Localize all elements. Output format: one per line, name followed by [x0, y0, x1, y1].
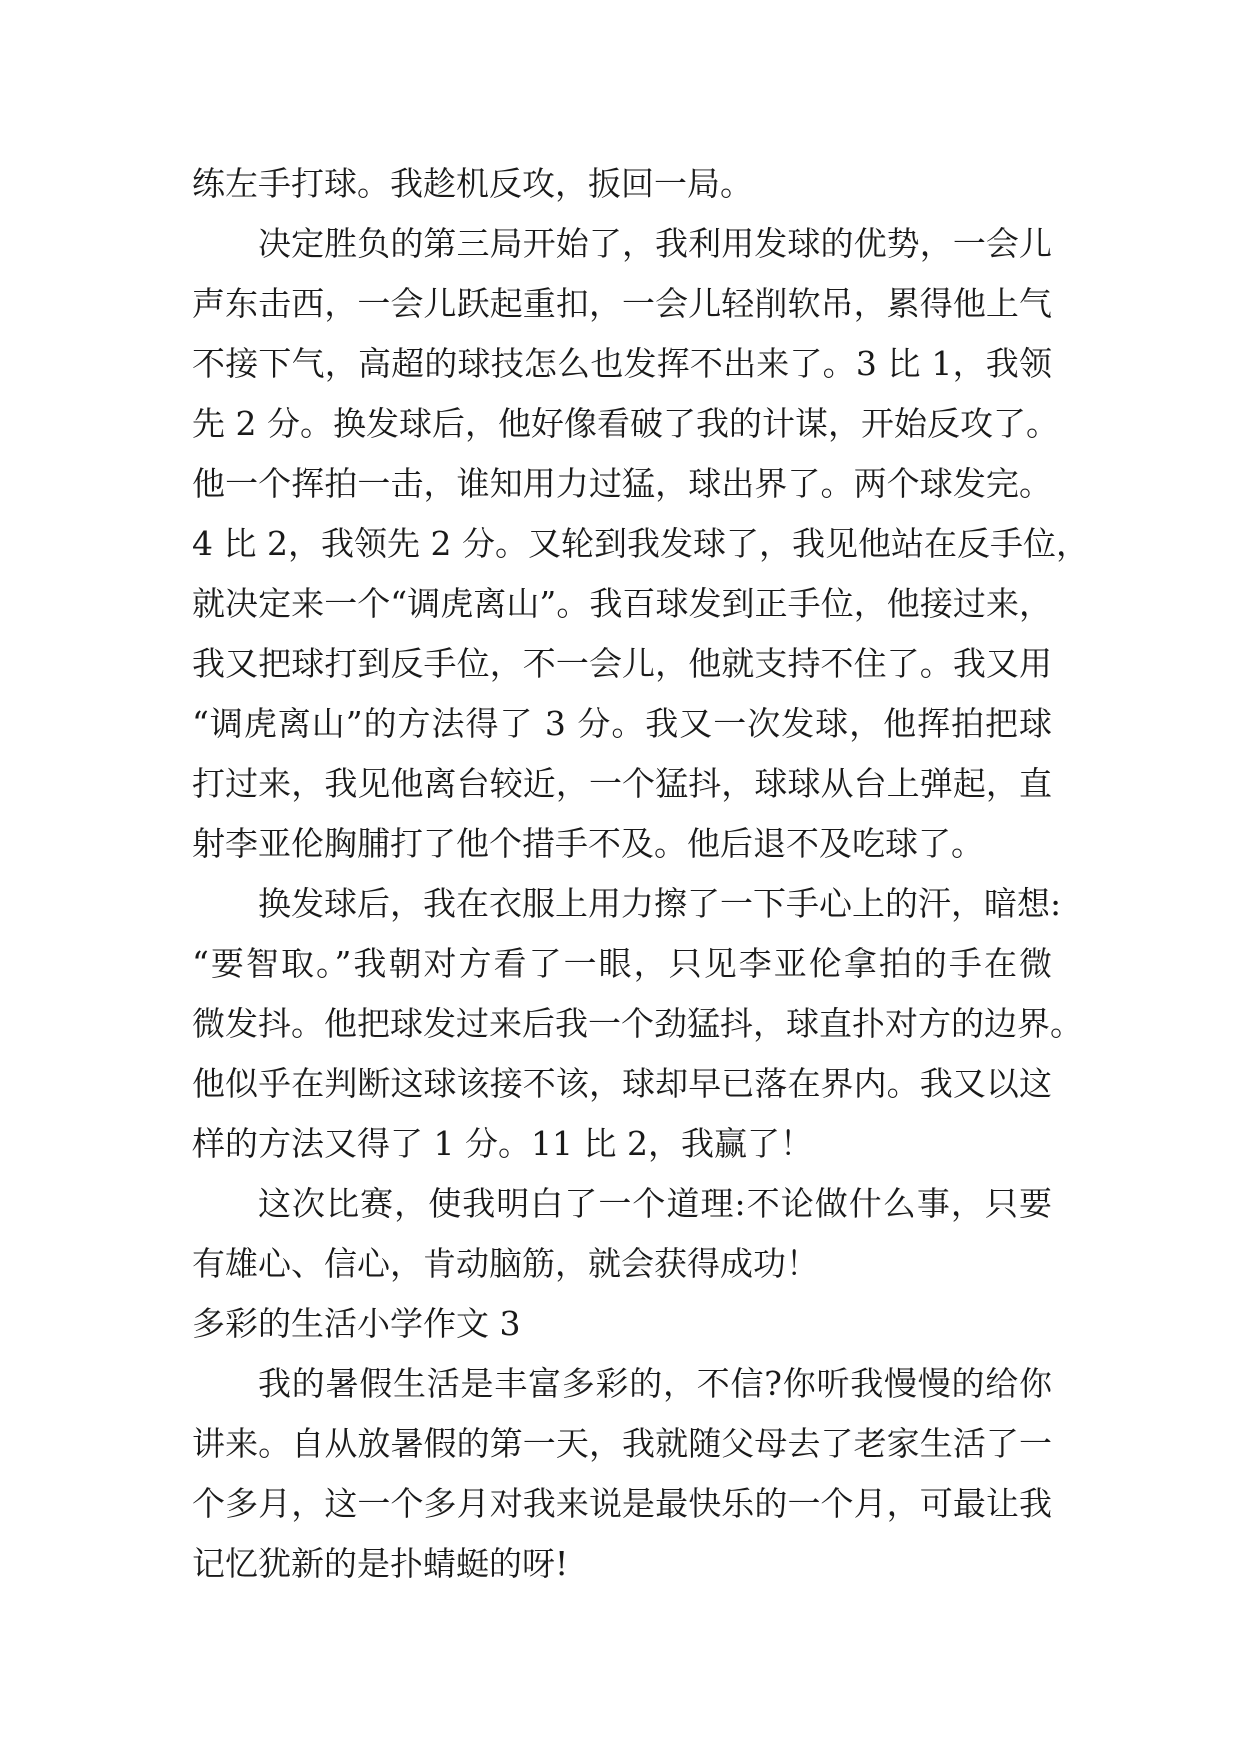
- text-line: 他一个挥拍一击，谁知用力过猛，球出界了。两个球发完。: [192, 464, 1052, 503]
- text-line: 声东击西，一会儿跃起重扣，一会儿轻削软吊，累得他上气: [192, 284, 1052, 323]
- text-line: 他似乎在判断这球该接不该，球却早已落在界内。我又以这: [192, 1064, 1052, 1103]
- text-line: 就决定来一个“调虎离山”。我百球发到正手位，他接过来，: [192, 584, 1052, 623]
- text-line: “要智取。”我朝对方看了一眼，只见李亚伦拿拍的手在微: [192, 944, 1052, 983]
- text-line: “调虎离山”的方法得了 3 分。我又一次发球，他挥拍把球: [192, 704, 1052, 743]
- text-line: 样的方法又得了 1 分。11 比 2，我赢了！: [192, 1124, 813, 1163]
- text-line: 讲来。自从放暑假的第一天，我就随父母去了老家生活了一: [192, 1424, 1052, 1463]
- paragraph-first-line: 决定胜负的第三局开始了，我利用发球的优势，一会儿: [258, 224, 1052, 263]
- section-heading: 多彩的生活小学作文 3: [192, 1304, 521, 1343]
- text-line: 个多月，这一个多月对我来说是最快乐的一个月，可最让我: [192, 1484, 1052, 1523]
- paragraph-first-line: 我的暑假生活是丰富多彩的，不信?你听我慢慢的给你: [258, 1364, 1052, 1403]
- text-line: 微发抖。他把球发过来后我一个劲猛抖，球直扑对方的边界。: [192, 1004, 1083, 1043]
- text-line: 不接下气，高超的球技怎么也发挥不出来了。3 比 1，我领: [192, 344, 1052, 383]
- text-line: 有雄心、信心，肯动脑筋，就会获得成功！: [192, 1244, 819, 1283]
- text-line: 练左手打球。我趁机反攻，扳回一局。: [192, 164, 753, 203]
- text-line: 射李亚伦胸脯打了他个措手不及。他后退不及吃球了。: [192, 824, 984, 863]
- text-line: 先 2 分。换发球后，他好像看破了我的计谋，开始反攻了。: [192, 404, 1059, 443]
- text-line: 打过来，我见他离台较近，一个猛抖，球球从台上弹起，直: [192, 764, 1052, 803]
- paragraph-first-line: 换发球后，我在衣服上用力擦了一下手心上的汗，暗想:: [258, 884, 1062, 923]
- text-line: 4 比 2，我领先 2 分。又轮到我发球了，我见他站在反手位，: [192, 524, 1089, 563]
- paragraph-first-line: 这次比赛，使我明白了一个道理:不论做什么事，只要: [258, 1184, 1052, 1223]
- text-line: 我又把球打到反手位，不一会儿，他就支持不住了。我又用: [192, 644, 1052, 683]
- text-line: 记忆犹新的是扑蜻蜓的呀!: [192, 1544, 569, 1583]
